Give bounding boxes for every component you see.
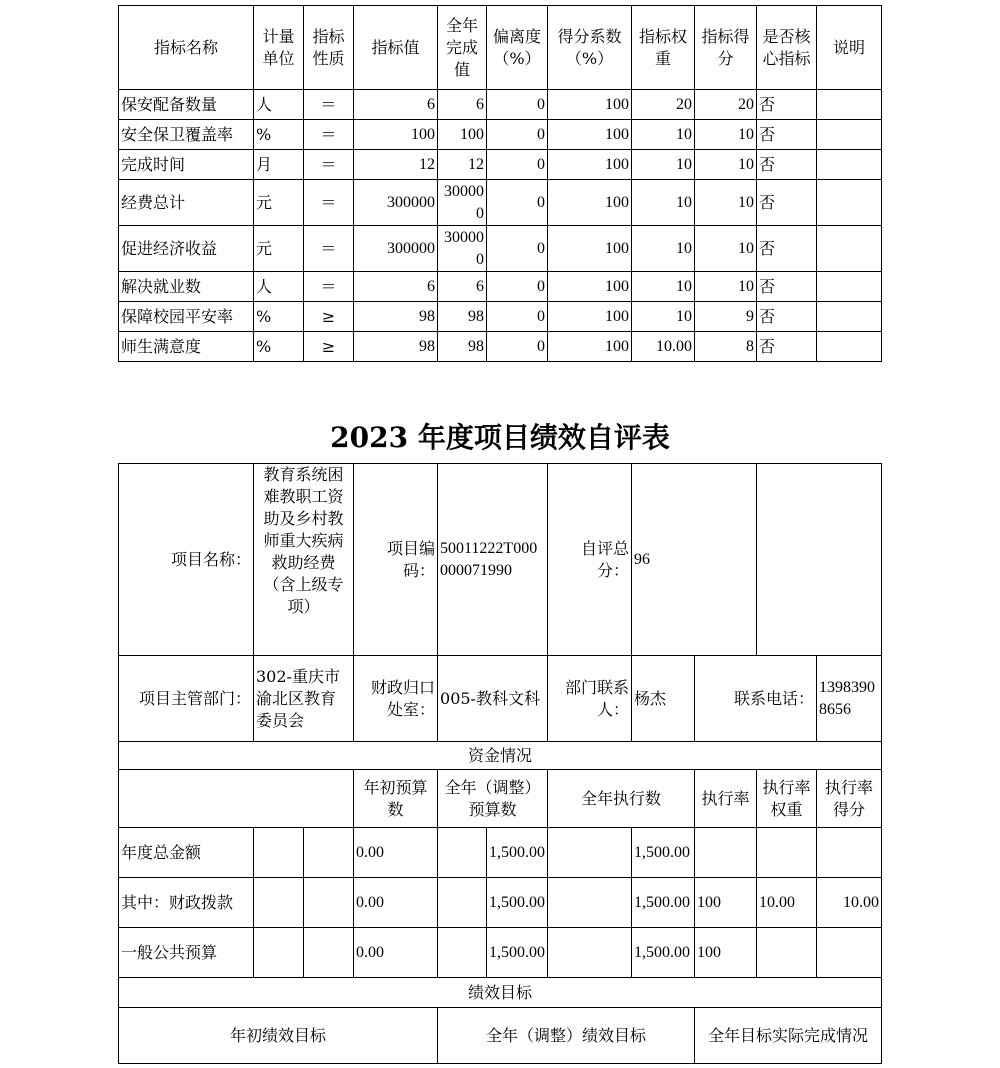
header-cell: 指标性质 bbox=[304, 6, 354, 90]
goals-section-label: 绩效目标 bbox=[119, 978, 882, 1008]
funds-adjusted-cell: 1,500.00 bbox=[487, 828, 548, 878]
table-cell: 否 bbox=[757, 332, 817, 362]
funds-initial-cell: 0.00 bbox=[354, 928, 438, 978]
indicator-table bbox=[118, 5, 882, 362]
score-value: 96 bbox=[632, 464, 757, 656]
table-cell: 人 bbox=[254, 272, 304, 302]
table-cell: 师生满意度 bbox=[119, 332, 254, 362]
funds-body bbox=[119, 828, 882, 978]
table-cell: 10 bbox=[632, 180, 695, 226]
header-cell: 指标名称 bbox=[119, 6, 254, 90]
table-cell: ＝ bbox=[304, 226, 354, 272]
table-cell: 10 bbox=[632, 120, 695, 150]
table-cell: 10 bbox=[632, 150, 695, 180]
table-cell: ＝ bbox=[304, 272, 354, 302]
funds-label-cell: 年度总金额 bbox=[119, 828, 254, 878]
funds-header-initial: 年初预算数 bbox=[354, 770, 438, 828]
table-cell: 300000 bbox=[438, 180, 487, 226]
header-cell: 计量单位 bbox=[254, 6, 304, 90]
dept-label: 项目主管部门： bbox=[119, 656, 254, 742]
funds-row bbox=[119, 828, 882, 878]
funds-weight-cell: 10.00 bbox=[757, 878, 817, 928]
table-cell: 10 bbox=[695, 180, 757, 226]
goals-header-actual: 全年目标实际完成情况 bbox=[695, 1008, 882, 1064]
table-cell: % bbox=[254, 120, 304, 150]
table-cell: 10 bbox=[695, 272, 757, 302]
table-cell: % bbox=[254, 302, 304, 332]
funds-adjusted-cell: 1,500.00 bbox=[487, 928, 548, 978]
funds-initial-cell: 0.00 bbox=[354, 878, 438, 928]
funds-header-weight: 执行率权重 bbox=[757, 770, 817, 828]
funds-score-cell bbox=[817, 828, 882, 878]
funds-rate-cell bbox=[695, 828, 757, 878]
table-cell bbox=[817, 226, 882, 272]
funds-section-label: 资金情况 bbox=[119, 742, 882, 770]
funds-header-adjusted: 全年（调整）预算数 bbox=[438, 770, 548, 828]
finance-value: 005-教科文科 bbox=[438, 656, 548, 742]
table-cell: 否 bbox=[757, 120, 817, 150]
table-cell: 保障校园平安率 bbox=[119, 302, 254, 332]
empty-cell bbox=[548, 828, 632, 878]
table-cell: 10 bbox=[632, 226, 695, 272]
header-cell: 全年完成值 bbox=[438, 6, 487, 90]
table-cell: 否 bbox=[757, 272, 817, 302]
table-cell: 0 bbox=[487, 226, 548, 272]
evaluation-table bbox=[118, 463, 882, 1064]
table-cell: 10 bbox=[695, 150, 757, 180]
table-row bbox=[119, 90, 882, 120]
project-name-label: 项目名称： bbox=[119, 464, 254, 656]
table-cell: 10 bbox=[695, 226, 757, 272]
table-cell: ＝ bbox=[304, 150, 354, 180]
table-cell: 98 bbox=[354, 332, 438, 362]
empty-cell bbox=[438, 828, 487, 878]
table-cell: 0 bbox=[487, 120, 548, 150]
table-cell: ＝ bbox=[304, 180, 354, 226]
table-row bbox=[119, 120, 882, 150]
funds-rate-cell: 100 bbox=[695, 878, 757, 928]
table-cell: 经费总计 bbox=[119, 180, 254, 226]
table-cell: 0 bbox=[487, 180, 548, 226]
funds-score-cell bbox=[817, 928, 882, 978]
table-cell: 月 bbox=[254, 150, 304, 180]
table-row bbox=[119, 180, 882, 226]
header-cell: 指标得分 bbox=[695, 6, 757, 90]
table-cell: 否 bbox=[757, 180, 817, 226]
funds-rate-cell: 100 bbox=[695, 928, 757, 978]
table-cell: % bbox=[254, 332, 304, 362]
table-cell: 9 bbox=[695, 302, 757, 332]
funds-section-row bbox=[119, 742, 882, 770]
funds-label-cell: 其中：财政拨款 bbox=[119, 878, 254, 928]
project-row bbox=[119, 464, 882, 656]
table-cell: 0 bbox=[487, 272, 548, 302]
project-code-label: 项目编码： bbox=[354, 464, 438, 656]
funds-header-rate: 执行率 bbox=[695, 770, 757, 828]
table-cell: 6 bbox=[354, 272, 438, 302]
table-cell bbox=[817, 332, 882, 362]
table-cell: 元 bbox=[254, 180, 304, 226]
table-row bbox=[119, 332, 882, 362]
goals-section-row bbox=[119, 978, 882, 1008]
table-cell bbox=[817, 272, 882, 302]
empty-cell bbox=[304, 878, 354, 928]
table-cell: 促进经济收益 bbox=[119, 226, 254, 272]
table-cell: 6 bbox=[438, 272, 487, 302]
phone-value: 13983908656 bbox=[817, 656, 882, 742]
empty-cell bbox=[548, 878, 632, 928]
table-cell: 300000 bbox=[438, 226, 487, 272]
funds-executed-cell: 1,500.00 bbox=[632, 878, 695, 928]
goals-header-initial: 年初绩效目标 bbox=[119, 1008, 438, 1064]
table-cell: 8 bbox=[695, 332, 757, 362]
table-cell: 20 bbox=[632, 90, 695, 120]
funds-weight-cell bbox=[757, 928, 817, 978]
funds-header-executed: 全年执行数 bbox=[548, 770, 695, 828]
empty-cell bbox=[304, 928, 354, 978]
table-cell: 98 bbox=[438, 332, 487, 362]
table-cell: 12 bbox=[354, 150, 438, 180]
table-row bbox=[119, 272, 882, 302]
finance-label: 财政归口处室： bbox=[354, 656, 438, 742]
funds-label-cell: 一般公共预算 bbox=[119, 928, 254, 978]
empty-cell bbox=[119, 770, 354, 828]
table-cell: 否 bbox=[757, 302, 817, 332]
table-cell: ≥ bbox=[304, 302, 354, 332]
header-cell: 得分系数（%） bbox=[548, 6, 632, 90]
contact-value: 杨杰 bbox=[632, 656, 695, 742]
table-cell bbox=[817, 180, 882, 226]
header-cell: 是否核心指标 bbox=[757, 6, 817, 90]
table-cell bbox=[817, 302, 882, 332]
header-cell: 指标权重 bbox=[632, 6, 695, 90]
table-cell: 100 bbox=[548, 180, 632, 226]
score-label: 自评总分： bbox=[548, 464, 632, 656]
table-cell: 10 bbox=[695, 120, 757, 150]
table-cell bbox=[817, 90, 882, 120]
table-cell: 20 bbox=[695, 90, 757, 120]
header-cell: 指标值 bbox=[354, 6, 438, 90]
table-cell: 6 bbox=[354, 90, 438, 120]
contact-label: 部门联系人： bbox=[548, 656, 632, 742]
table-cell: 100 bbox=[548, 226, 632, 272]
table-cell: 98 bbox=[438, 302, 487, 332]
table-cell: 100 bbox=[548, 332, 632, 362]
funds-header-row bbox=[119, 770, 882, 828]
table-row bbox=[119, 150, 882, 180]
table-cell: ＝ bbox=[304, 90, 354, 120]
table-cell: 300000 bbox=[354, 180, 438, 226]
table-cell: 100 bbox=[548, 120, 632, 150]
goals-header-adjusted: 全年（调整）绩效目标 bbox=[438, 1008, 695, 1064]
table-cell: 完成时间 bbox=[119, 150, 254, 180]
empty-cell bbox=[254, 878, 304, 928]
table-cell: 100 bbox=[438, 120, 487, 150]
project-code-value: 50011222T000000071990 bbox=[438, 464, 548, 656]
empty-cell bbox=[438, 928, 487, 978]
table-cell: 100 bbox=[548, 150, 632, 180]
table-cell: 100 bbox=[354, 120, 438, 150]
table-row bbox=[119, 302, 882, 332]
phone-label: 联系电话： bbox=[695, 656, 817, 742]
table-cell: 10 bbox=[632, 272, 695, 302]
table-cell: 保安配备数量 bbox=[119, 90, 254, 120]
table-cell: 6 bbox=[438, 90, 487, 120]
table-cell: ≥ bbox=[304, 332, 354, 362]
funds-header-score: 执行率得分 bbox=[817, 770, 882, 828]
table-cell: 100 bbox=[548, 302, 632, 332]
table-cell bbox=[817, 120, 882, 150]
table-cell: 否 bbox=[757, 226, 817, 272]
table-cell: 0 bbox=[487, 90, 548, 120]
header-cell: 说明 bbox=[817, 6, 882, 90]
empty-cell bbox=[757, 464, 882, 656]
project-name-value: 教育系统困难教职工资助及乡村教师重大疾病救助经费（含上级专项） bbox=[254, 464, 354, 656]
table-row bbox=[119, 226, 882, 272]
table-cell: 否 bbox=[757, 150, 817, 180]
table-cell: 100 bbox=[548, 90, 632, 120]
table-cell: 元 bbox=[254, 226, 304, 272]
table-cell: 安全保卫覆盖率 bbox=[119, 120, 254, 150]
funds-score-cell: 10.00 bbox=[817, 878, 882, 928]
empty-cell bbox=[548, 928, 632, 978]
funds-row bbox=[119, 878, 882, 928]
table-cell: 98 bbox=[354, 302, 438, 332]
table-cell: 12 bbox=[438, 150, 487, 180]
funds-row bbox=[119, 928, 882, 978]
dept-row bbox=[119, 656, 882, 742]
funds-weight-cell bbox=[757, 828, 817, 878]
table-cell bbox=[817, 150, 882, 180]
empty-cell bbox=[304, 828, 354, 878]
goals-header-row bbox=[119, 1008, 882, 1064]
funds-executed-cell: 1,500.00 bbox=[632, 928, 695, 978]
funds-executed-cell: 1,500.00 bbox=[632, 828, 695, 878]
dept-value: 302-重庆市渝北区教育委员会 bbox=[254, 656, 354, 742]
table-cell: 0 bbox=[487, 150, 548, 180]
table-cell: 10.00 bbox=[632, 332, 695, 362]
table-cell: 0 bbox=[487, 302, 548, 332]
funds-initial-cell: 0.00 bbox=[354, 828, 438, 878]
table-cell: 0 bbox=[487, 332, 548, 362]
indicator-header-row bbox=[119, 6, 882, 90]
empty-cell bbox=[254, 828, 304, 878]
indicator-body bbox=[119, 90, 882, 362]
table-cell: 100 bbox=[548, 272, 632, 302]
table-cell: 否 bbox=[757, 90, 817, 120]
table-cell: 解决就业数 bbox=[119, 272, 254, 302]
table-cell: 300000 bbox=[354, 226, 438, 272]
empty-cell bbox=[254, 928, 304, 978]
table-cell: ＝ bbox=[304, 120, 354, 150]
table-cell: 人 bbox=[254, 90, 304, 120]
header-cell: 偏离度（%） bbox=[487, 6, 548, 90]
table-cell: 10 bbox=[632, 302, 695, 332]
funds-adjusted-cell: 1,500.00 bbox=[487, 878, 548, 928]
form-title: 2023 年度项目绩效自评表 bbox=[330, 421, 670, 454]
empty-cell bbox=[438, 878, 487, 928]
